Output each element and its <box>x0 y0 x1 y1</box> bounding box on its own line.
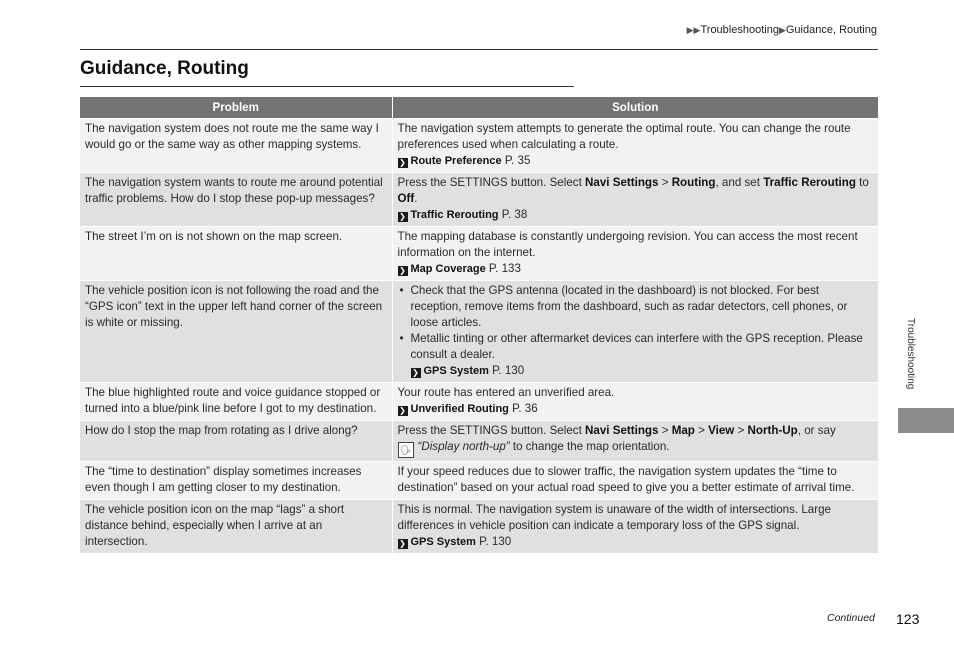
reference-arrow-icon: ❯ <box>399 212 406 221</box>
solution-bullet-list <box>398 283 874 379</box>
table-row <box>80 421 878 462</box>
menu-item-traffic-rerouting: Traffic Rerouting <box>763 176 856 189</box>
cross-reference-link[interactable] <box>398 401 874 417</box>
page-title: Guidance, Routing <box>80 58 249 79</box>
troubleshooting-table <box>80 97 878 553</box>
reference-label: Map Coverage <box>410 263 486 275</box>
page-number: 123 <box>896 611 920 627</box>
solution-text: > <box>658 424 672 437</box>
solution-cell: If your speed reduces due to slower traffic, the navigation system updates the “time to destination” based on your actual road speed to give you a better estimate of arrival time. <box>392 462 878 500</box>
problem-cell: The blue highlighted route and voice guidance stopped or turned into a blue/pink line before I got to my destination. <box>80 383 392 421</box>
breadcrumb-separator-icon: ▶ <box>778 25 786 35</box>
solution-cell <box>392 281 878 383</box>
reference-label: GPS System <box>410 536 476 548</box>
title-underline <box>80 86 574 87</box>
list-item <box>411 331 874 379</box>
solution-text: Press the SETTINGS button. Select <box>397 424 586 437</box>
menu-item-navi-settings: Navi Settings <box>585 176 659 189</box>
list-item: • Check that the GPS antenna (located in the dashboard) is not blocked. For best reception, remove items from the dashboard, such as radar detectors, cell phones, or loose articles. <box>411 283 874 331</box>
cross-reference-link[interactable] <box>398 534 874 550</box>
reference-label: Traffic Rerouting <box>410 209 499 221</box>
section-side-label: Troubleshooting <box>905 318 916 390</box>
reference-label: Route Preference <box>410 155 502 167</box>
reference-page: P. 130 <box>488 364 525 377</box>
column-header-solution: Solution <box>392 97 878 119</box>
menu-item-view: View <box>708 424 735 437</box>
table-row <box>80 383 878 421</box>
solution-cell <box>392 227 878 281</box>
reference-label: Unverified Routing <box>410 403 509 415</box>
solution-text: to <box>855 176 869 189</box>
table-row <box>80 173 878 227</box>
problem-cell: The “time to destination” display sometimes increases even though I am getting closer to my destination. <box>80 462 392 500</box>
solution-text: Metallic tinting or other aftermarket devices can interfere with the GPS reception. Please consult a dealer. <box>410 332 863 361</box>
reference-arrow-icon: ❯ <box>399 266 406 275</box>
cross-reference-link[interactable] <box>398 153 874 169</box>
table-row <box>80 500 878 554</box>
breadcrumb-section[interactable]: Troubleshooting <box>700 24 779 36</box>
reference-arrow-icon: ❯ <box>399 406 406 415</box>
solution-cell <box>392 421 878 462</box>
problem-cell: The street I’m on is not shown on the map screen. <box>80 227 392 281</box>
breadcrumb <box>687 24 877 36</box>
reference-arrow-icon: ❯ <box>399 539 406 548</box>
breadcrumb-current: Guidance, Routing <box>785 24 877 36</box>
voice-command-icon: 🗣 <box>398 442 414 458</box>
menu-item-navi-settings: Navi Settings <box>585 424 659 437</box>
problem-cell: How do I stop the map from rotating as I drive along? <box>80 421 392 462</box>
cross-reference-link[interactable] <box>398 207 874 223</box>
cross-reference-link[interactable] <box>411 363 874 379</box>
continued-label: Continued <box>827 612 875 624</box>
reference-page: P. 130 <box>475 535 512 548</box>
breadcrumb-arrows-icon: ▶▶ <box>686 25 701 35</box>
section-tab[interactable] <box>898 408 954 433</box>
solution-text: Your route has entered an unverified area. <box>397 386 615 399</box>
problem-cell: The navigation system wants to route me around potential traffic problems. How do I stop these pop-up messages? <box>80 173 392 227</box>
solution-text: > <box>734 424 748 437</box>
menu-item-routing: Routing <box>671 176 716 189</box>
table-header-row <box>80 97 878 119</box>
cross-reference-link[interactable] <box>398 261 874 277</box>
header-divider <box>80 49 878 50</box>
reference-arrow-icon: ❯ <box>399 158 406 167</box>
reference-page: P. 133 <box>485 262 521 275</box>
menu-item-map: Map <box>671 424 695 437</box>
voice-command: “Display north-up” <box>417 440 510 453</box>
problem-cell: The vehicle position icon is not following the road and the “GPS icon” text in the upper left hand corner of the screen is white or missing. <box>80 281 392 383</box>
solution-text: > <box>694 424 709 437</box>
solution-text: , or say <box>797 424 836 437</box>
reference-page: P. 35 <box>501 154 531 167</box>
solution-text: The navigation system attempts to generate the optimal route. You can change the route preferences used when calculating a route. <box>397 122 851 151</box>
table-row <box>80 462 878 500</box>
reference-arrow-icon: ❯ <box>412 368 419 377</box>
solution-text: . <box>414 192 418 205</box>
solution-text: to change the map orientation. <box>509 440 670 453</box>
setting-value-off: Off <box>397 192 415 205</box>
solution-text: This is normal. The navigation system is unaware of the width of intersections. Large differences in vehicle position can indicate a temporary loss of the GPS signal. <box>397 503 831 532</box>
solution-text: The mapping database is constantly undergoing revision. You can access the most recent information on the internet. <box>397 230 858 259</box>
reference-page: P. 36 <box>508 402 538 415</box>
problem-cell: The navigation system does not route me the same way I would go or the same way as other mapping systems. <box>80 119 392 173</box>
solution-cell <box>392 383 878 421</box>
reference-label: GPS System <box>423 365 489 377</box>
solution-cell <box>392 173 878 227</box>
table-row <box>80 281 878 383</box>
table-row <box>80 119 878 173</box>
solution-text: Press the SETTINGS button. Select <box>397 176 586 189</box>
column-header-problem: Problem <box>80 97 392 119</box>
menu-item-north-up: North-Up <box>747 424 798 437</box>
solution-cell <box>392 119 878 173</box>
problem-cell: The vehicle position icon on the map “lags” a short distance behind, especially when I arrive at an intersection. <box>80 500 392 554</box>
table-row <box>80 227 878 281</box>
solution-text: , and set <box>715 176 764 189</box>
solution-cell <box>392 500 878 554</box>
solution-text: > <box>658 176 672 189</box>
reference-page: P. 38 <box>498 208 528 221</box>
